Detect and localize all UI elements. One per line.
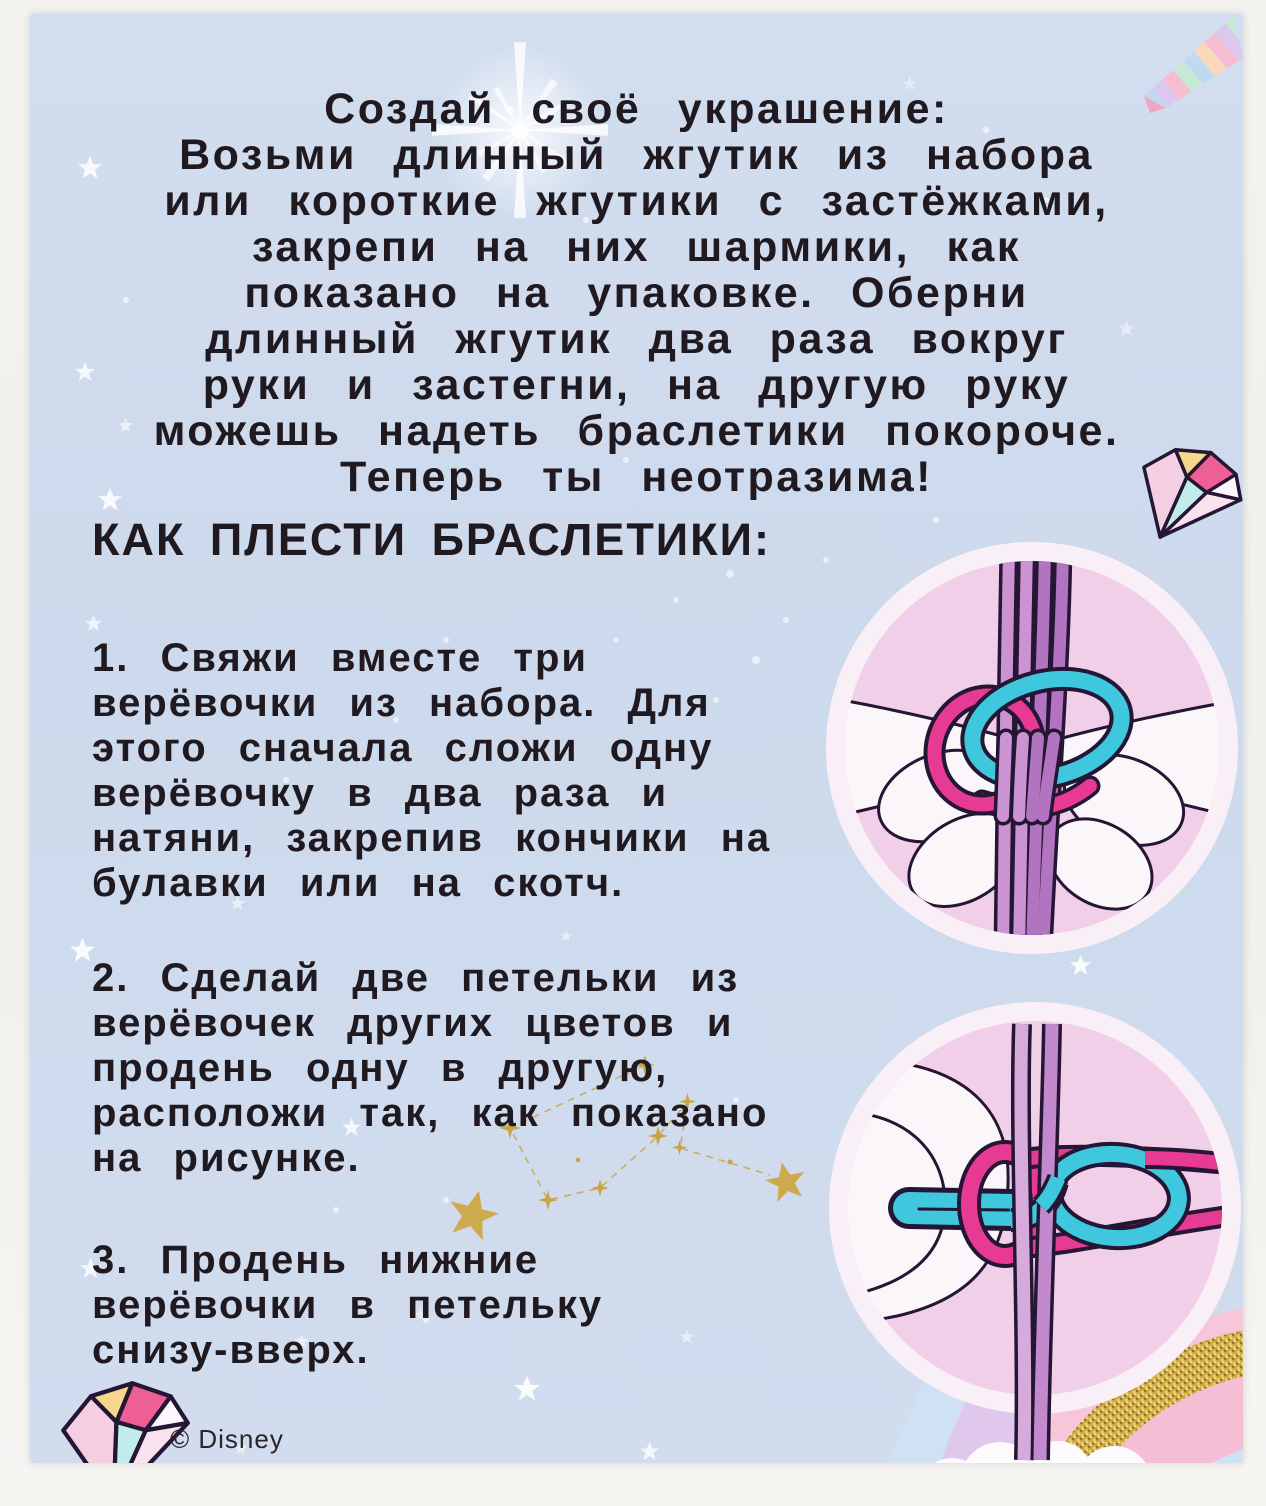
diamond-gem-icon: [1116, 434, 1243, 574]
text-line: или короткие жгутики с застёжками,: [164, 177, 1109, 225]
knot-diagram-step2: [825, 998, 1243, 1463]
text-line: руки и застегни, на другую руку: [202, 361, 1071, 409]
text-line: верёвочки в петельку: [92, 1283, 604, 1327]
text-line: закрепи на них шармики, как: [252, 223, 1021, 271]
knot-diagram-step1: [822, 538, 1242, 958]
text-line: на рисунке.: [92, 1136, 361, 1180]
text-line: можешь надеть браслетики покороче.: [153, 407, 1120, 455]
copyright-notice: © Disney: [170, 1424, 284, 1454]
step-1: [92, 636, 771, 906]
text-line: 1. Свяжи вместе три: [92, 636, 589, 680]
text-line: Теперь ты неотразима!: [340, 453, 933, 501]
text-line: продень одну в другую,: [92, 1046, 669, 1090]
text-line: верёвочек других цветов и: [92, 1001, 734, 1045]
intro-title: Создай своё украшение:: [324, 85, 949, 133]
text-line: расположи так, как показано: [92, 1091, 769, 1135]
text-line: длинный жгутик два раза вокруг: [205, 315, 1068, 363]
text-line: показано на упаковке. Оберни: [244, 269, 1029, 317]
text-line: этого сначала сложи одну: [92, 726, 714, 770]
step-2: [92, 956, 768, 1181]
text-line: 2. Сделай две петельки из: [92, 956, 740, 1000]
text-line: натяни, закрепив кончики на: [92, 816, 772, 860]
instruction-card: [30, 14, 1243, 1463]
intro-paragraph: [66, 86, 1207, 500]
text-line: 3. Продень нижние: [92, 1238, 540, 1282]
text-line: булавки или на скотч.: [92, 861, 625, 905]
step-3: [92, 1238, 603, 1373]
text-line: верёвочку в два раза и: [92, 771, 669, 815]
text-line: Возьми длинный жгутик из набора: [179, 131, 1094, 179]
text-line: снизу-вверх.: [92, 1328, 370, 1372]
text-line: верёвочки из набора. Для: [92, 681, 711, 725]
section-heading: КАК ПЛЕСТИ БРАСЛЕТИКИ:: [92, 514, 771, 565]
